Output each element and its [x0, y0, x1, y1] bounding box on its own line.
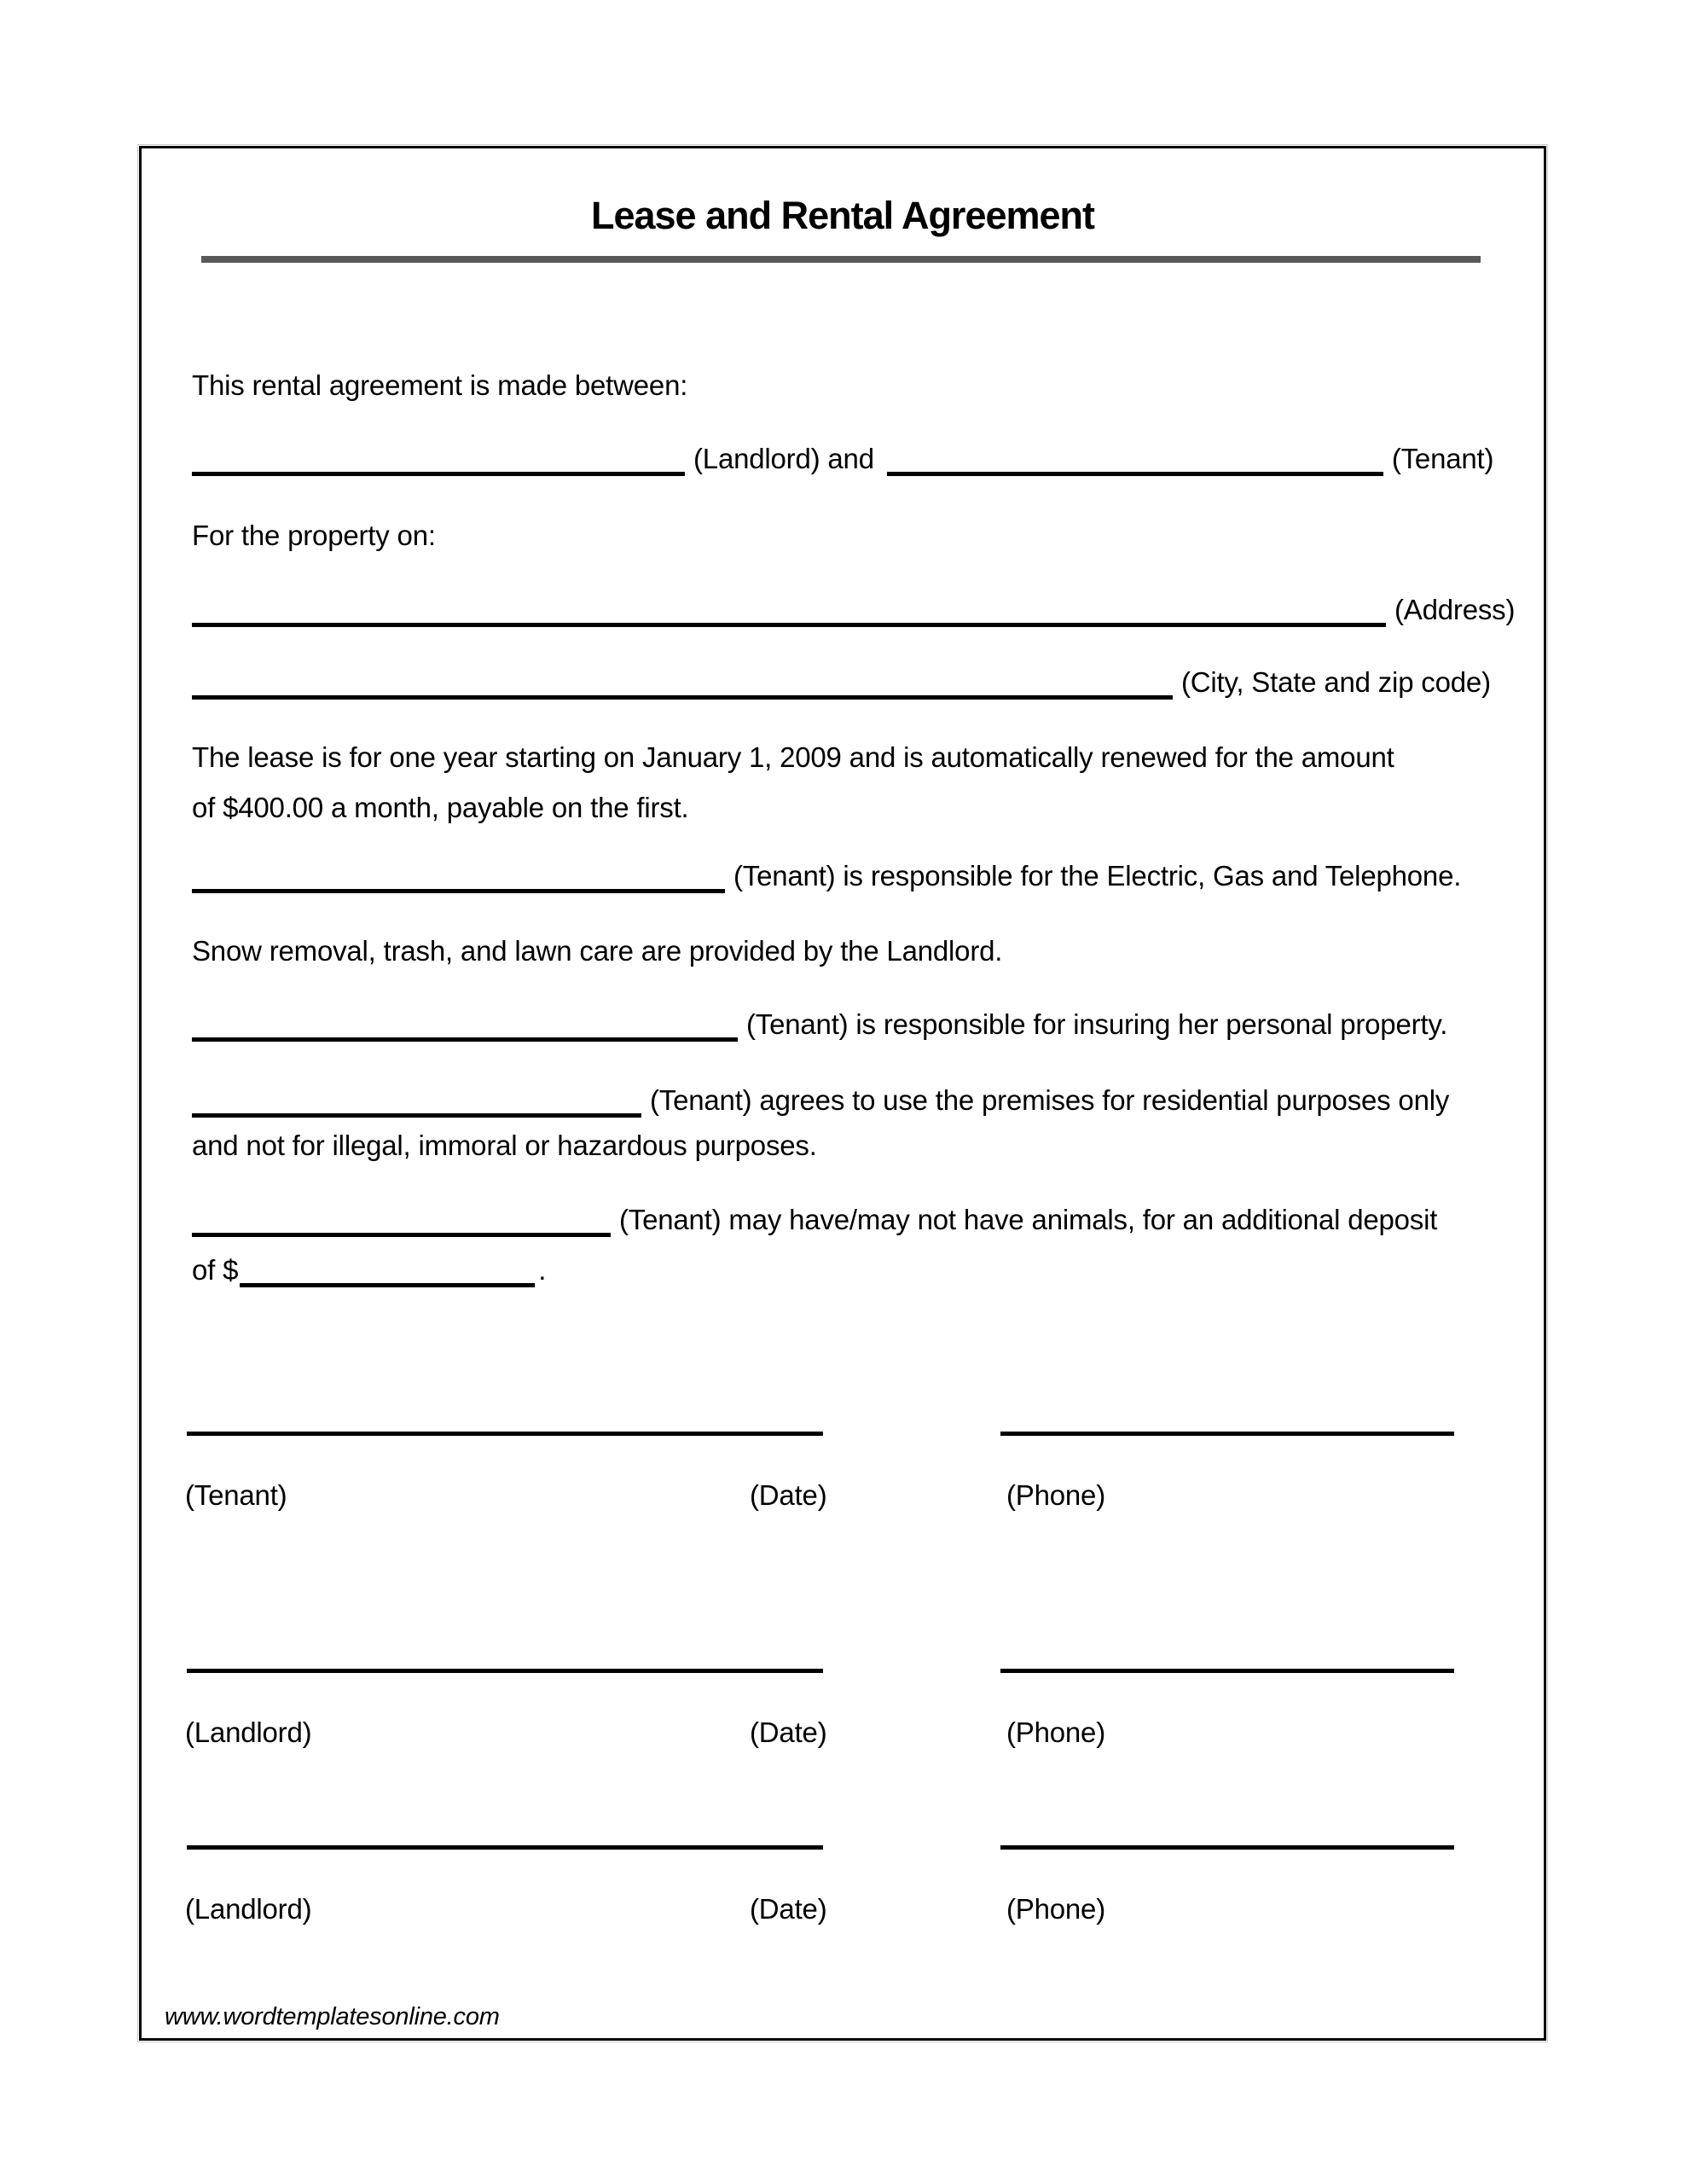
deposit-prefix: of $ — [192, 1254, 239, 1286]
property-intro-line — [192, 518, 436, 554]
tenant-name-blank — [887, 472, 1383, 476]
tenant-date-label: (Date) — [750, 1479, 827, 1511]
city-state-zip-blank — [192, 695, 1173, 700]
landlord-services-line — [192, 933, 1002, 969]
tenant-label: (Tenant) — [1391, 443, 1494, 474]
landlord2-signature-line — [187, 1845, 823, 1850]
animals-line1 — [192, 1202, 1437, 1238]
insurance-line — [192, 1007, 1447, 1043]
address-blank — [192, 623, 1386, 627]
insurance-text: (Tenant) is responsible for insuring her personal property. — [746, 1008, 1448, 1040]
intro-text: This rental agreement is made between: — [192, 369, 688, 401]
city-state-zip-label: (City, State and zip code) — [1181, 666, 1491, 698]
parties-line — [192, 441, 1493, 477]
residential-tenant-blank — [192, 1113, 641, 1118]
document-page — [139, 146, 1546, 2041]
utilities-text: (Tenant) is responsible for the Electric, Gas and Telephone. — [733, 860, 1462, 892]
landlord2-date-label: (Date) — [750, 1893, 827, 1925]
lease-terms-line2 — [192, 790, 689, 826]
landlord1-signature-label: (Landlord) — [185, 1716, 312, 1748]
address-label: (Address) — [1394, 594, 1516, 625]
residential-use-line2 — [192, 1128, 817, 1164]
property-intro-text: For the property on: — [192, 520, 436, 551]
lease-terms-text1: The lease is for one year starting on January 1, 2009 and is automatically renewed for the amount — [192, 741, 1394, 773]
landlord1-signature-line — [187, 1669, 823, 1673]
utilities-tenant-blank — [192, 889, 725, 893]
residential-use-text1: (Tenant) agrees to use the premises for residential purposes only — [650, 1084, 1450, 1116]
title-divider — [201, 256, 1481, 263]
landlord2-phone-line — [1000, 1845, 1454, 1850]
insurance-tenant-blank — [192, 1037, 738, 1042]
residential-use-text2: and not for illegal, immoral or hazardous purposes. — [192, 1130, 817, 1161]
animals-line2 — [192, 1252, 546, 1288]
landlord2-phone-label: (Phone) — [1006, 1893, 1106, 1925]
animals-text1: (Tenant) may have/may not have animals, for an additional deposit — [619, 1204, 1438, 1235]
landlord-services-text: Snow removal, trash, and lawn care are provided by the Landlord. — [192, 935, 1003, 967]
deposit-period: . — [538, 1254, 547, 1286]
landlord1-phone-label: (Phone) — [1006, 1716, 1106, 1748]
tenant-phone-label: (Phone) — [1006, 1479, 1106, 1511]
intro-line — [192, 368, 687, 404]
landlord-label: (Landlord) and — [693, 443, 874, 474]
page-title: Lease and Rental Agreement — [590, 194, 1095, 237]
tenant-signature-line — [187, 1432, 823, 1436]
landlord-name-blank — [192, 472, 685, 476]
lease-terms-line1 — [192, 740, 1394, 775]
residential-use-line1 — [192, 1083, 1449, 1118]
footer-url: www.wordtemplatesonline.com — [165, 2003, 500, 2030]
landlord1-phone-line — [1000, 1669, 1454, 1673]
lease-terms-text2: of $400.00 a month, payable on the first. — [192, 792, 689, 823]
landlord1-date-label: (Date) — [750, 1716, 827, 1748]
animals-tenant-blank — [192, 1233, 611, 1237]
city-state-zip-line — [192, 665, 1491, 700]
landlord2-signature-label: (Landlord) — [185, 1893, 312, 1925]
utilities-line — [192, 858, 1461, 894]
tenant-signature-label: (Tenant) — [185, 1479, 287, 1511]
tenant-phone-line — [1000, 1432, 1454, 1436]
address-line — [192, 592, 1515, 628]
deposit-amount-blank — [240, 1283, 535, 1287]
